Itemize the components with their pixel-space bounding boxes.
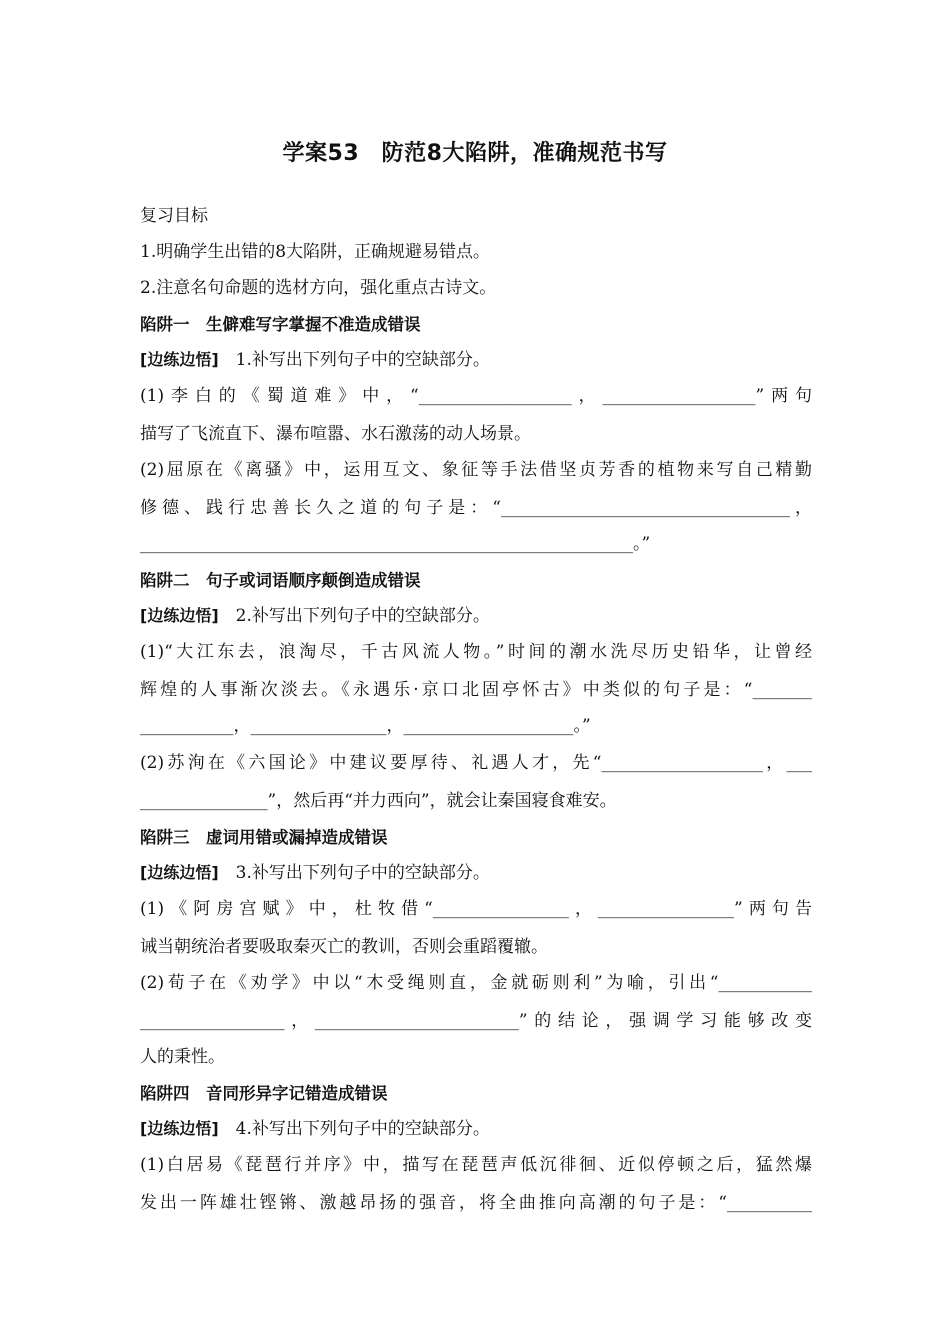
- exercise-instruction: [140, 348, 812, 372]
- text-line: __________________________________________________________。”: [140, 534, 651, 554]
- text-line: 发出一阵雄壮铿锵、激越昂扬的强音，将全曲推向高潮的句子是：“__________: [140, 1193, 812, 1213]
- text-line: 人的秉性。: [140, 1047, 225, 1067]
- text-line: (1)白居易《琵琶行并序》中，描写在琵琶声低沉徘徊、近似停顿之后，猛然爆: [140, 1155, 812, 1175]
- text-line: ___________，________________，____________________。”: [140, 716, 591, 736]
- exercise-instruction-text: 2.补写出下列句子中的空缺部分。: [218, 606, 490, 626]
- exercise-tag: [边练边悟]: [140, 350, 219, 369]
- section-heading: 陷阱四 音同形异字记错造成错误: [140, 1084, 388, 1103]
- page-title: 学案53 防范8大陷阱，准确规范书写: [282, 141, 668, 166]
- exercise-instruction: [140, 604, 812, 628]
- text-line: (1)李白的《蜀道难》中，“__________________，__________________”两句: [140, 386, 812, 406]
- exercise-tag: [边练边悟]: [140, 1119, 219, 1138]
- exercise-instruction: [140, 861, 812, 885]
- section-heading: 陷阱一 生僻难写字掌握不准造成错误: [140, 315, 421, 334]
- text-line: (2)苏洵在《六国论》中建议要厚待、礼遇人才，先“___________________，___: [140, 753, 812, 773]
- text-line: (1)《阿房宫赋》中，杜牧借“________________，________________”两句告: [140, 899, 812, 919]
- exercise-tag: [边练边悟]: [140, 606, 219, 625]
- exercise-instruction-text: 1.补写出下列句子中的空缺部分。: [218, 350, 490, 370]
- section-heading: 陷阱二 句子或词语顺序颠倒造成错误: [140, 571, 421, 590]
- text-line: (1)“大江东去，浪淘尽，千古风流人物。”时间的潮水洗尽历史铅华，让曾经: [140, 642, 812, 662]
- text-line: 辉煌的人事渐次淡去。《永遇乐·京口北固亭怀古》中类似的句子是：“_______: [140, 680, 812, 700]
- text-line: 复习目标: [140, 206, 208, 226]
- text-line: _________________，________________________”的结论，强调学习能够改变: [140, 1011, 812, 1031]
- text-line: 修德、践行忠善长久之道的句子是：“__________________________________，: [140, 498, 812, 518]
- text-line: 描写了飞流直下、瀑布喧嚣、水石激荡的动人场景。: [140, 424, 531, 444]
- text-line: (2)荀子在《劝学》中以“木受绳则直，金就砺则利”为喻，引出“___________: [140, 973, 812, 993]
- text-line: 诫当朝统治者要吸取秦灭亡的教训，否则会重蹈覆辙。: [140, 937, 548, 957]
- exercise-instruction-text: 3.补写出下列句子中的空缺部分。: [218, 863, 490, 883]
- text-line: 1.明确学生出错的8大陷阱，正确规避易错点。: [140, 242, 491, 262]
- text-line: _______________”，然后再“并力西向”，就会让秦国寝食难安。: [140, 791, 617, 811]
- exercise-tag: [边练边悟]: [140, 863, 219, 882]
- section-heading: 陷阱三 虚词用错或漏掉造成错误: [140, 828, 388, 847]
- text-line: (2)屈原在《离骚》中，运用互文、象征等手法借坚贞芳香的植物来写自己精勤: [140, 460, 812, 480]
- exercise-instruction: [140, 1117, 812, 1141]
- exercise-instruction-text: 4.补写出下列句子中的空缺部分。: [218, 1119, 490, 1139]
- text-line: 2.注意名句命题的选材方向，强化重点古诗文。: [140, 278, 497, 298]
